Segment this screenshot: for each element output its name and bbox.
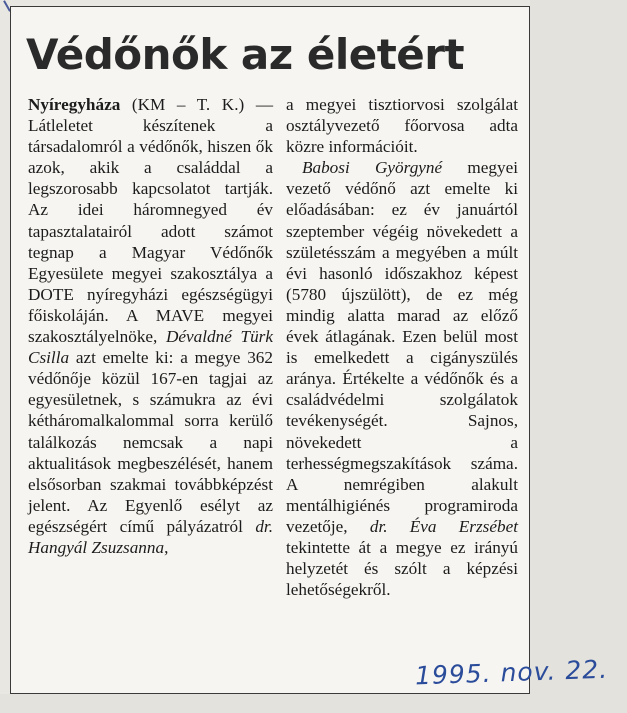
article-text: ,: [164, 537, 169, 557]
article-column-left: [28, 94, 273, 558]
handwritten-date: 1995. nov. 22.: [414, 654, 609, 691]
headline: Védőnők az életért: [26, 30, 465, 79]
article-paragraph: a megyei tisztiorvosi szolgálat osztályvezető főorvosa adta közre információit.: [286, 95, 518, 157]
article-text: megyei vezető védőnő azt emelte ki előadásában: ez év januártól szeptember végéig növekedett a születésszám a megyében a múlt évi hasonló időszakhoz képest (5780 újszülött), de ez még mindig alatta marad az előző évek átlagának. Ezen belül most is emelkedett a cigányszülés aránya. Értékelte a védőnők és a családvédelmi szolgálatok tevékenységét. Sajnos, növekedett a terhességmegszakítások száma. A nemrégiben alakult mentálhigiénés programiroda vezetője,: [286, 158, 518, 536]
article-text: tekintette át a megye ez irányú helyzetét és szólt a képzési lehetőségekről.: [286, 537, 518, 600]
person-name: Dévaldné Türk Csilla: [28, 327, 273, 368]
person-name: Babosi Györgyné: [302, 158, 443, 178]
article-paragraph: [286, 157, 518, 600]
scan-background-bottom: [0, 694, 627, 713]
article-paragraph: [28, 94, 273, 558]
person-name: dr. Éva Erzsébet: [369, 516, 518, 536]
dateline-source: (KM – T. K.): [120, 95, 245, 114]
scan-background-right: [530, 0, 627, 713]
person-name: dr. Hangyál Zsuzsanna: [28, 516, 273, 557]
article-text: azt emelte ki: a megye 362 védőnője közül 167-en tagjai az egyesületnek, s számukra az évi kétháromalkalommal sorra kerülő találkozás nemcsak a napi aktualitások megbeszélését, hanem elsősorban szakmai továbbképzést jelent. Az Egyenlő esélyt az egészségért című pályázatról: [28, 348, 273, 536]
article-column-right: [286, 94, 518, 600]
dateline-place: Nyíregyháza: [28, 95, 121, 114]
article-text: — Látleletet készítenek a társadalomról a védőnők, hiszen ők azok, akik a családdal a legszorosabb kapcsolatot tartják. Az idei háromnegyed év tapasztalatairól adott számot tegnap a Magyar Védőnők Egyesülete megyei szakosztálya a DOTE nyíregyházi egészségügyi főiskoláján. A MAVE megyei szakosztályelnöke,: [28, 95, 274, 347]
